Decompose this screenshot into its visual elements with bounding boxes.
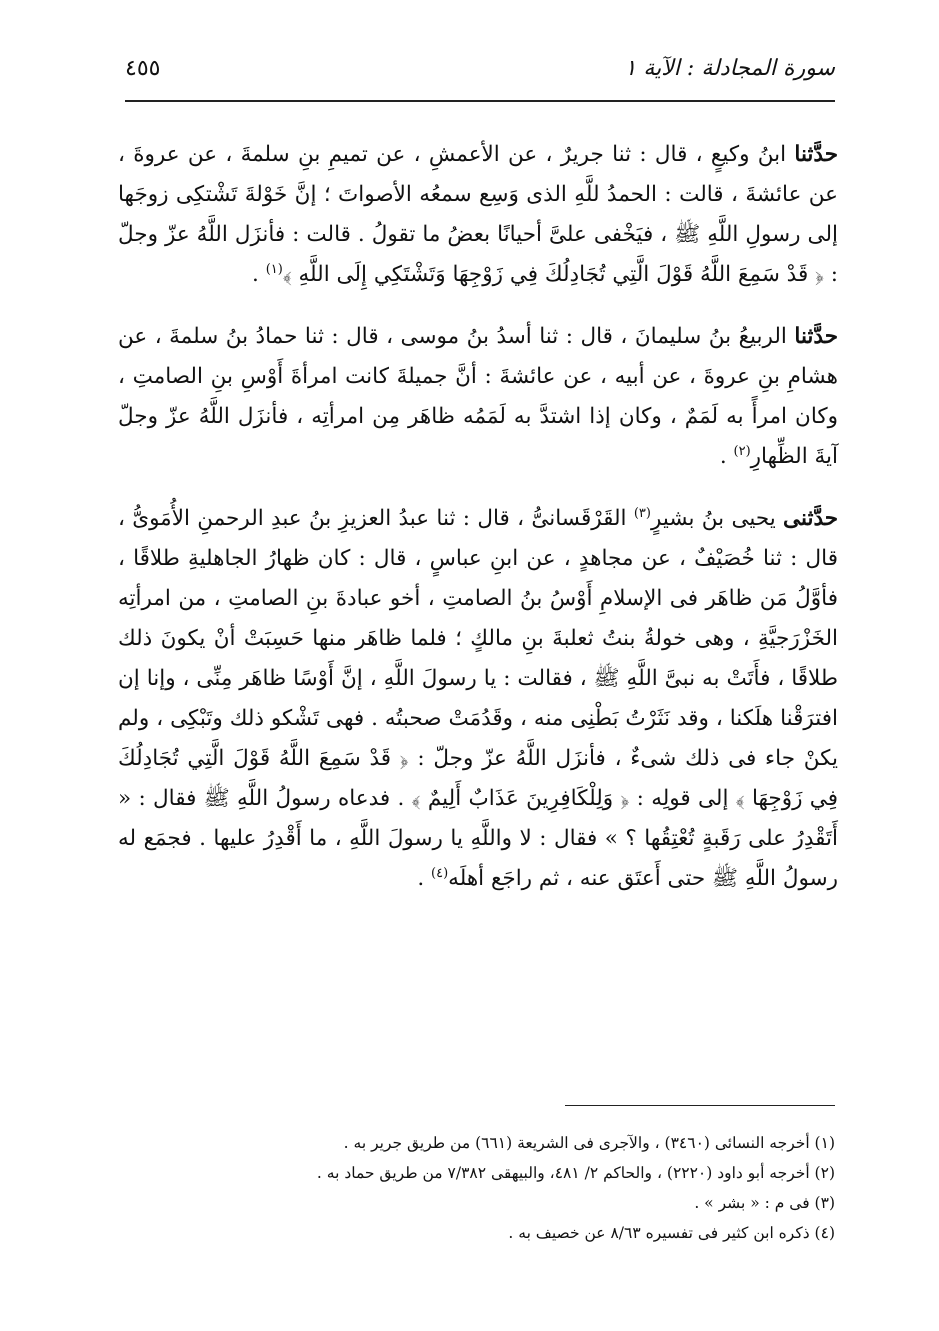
footnote-ref: (٤) bbox=[431, 865, 449, 881]
paragraph-lead: حدَّثنا bbox=[794, 142, 838, 167]
paragraph-text: يحيى بنُ بشيرٍ bbox=[650, 506, 784, 531]
footnote-1: (١) أخرجه النسائى (٣٤٦٠) ، والآجرى فى الشريعة (٦٦١) من طريق جرير به . bbox=[343, 1134, 835, 1152]
paragraph-1 bbox=[118, 135, 838, 295]
paragraph-end: . bbox=[252, 262, 266, 287]
paragraph-3 bbox=[118, 499, 838, 899]
footnote-2: (٢) أخرجه أبو داود (٢٢٢٠) ، والحاكم ٢/ ٤٨١، والبيهقى ٧/٣٨٢ من طريق حماد به . bbox=[316, 1164, 835, 1182]
footnote-divider bbox=[565, 1105, 835, 1106]
footnote-ref: (١) bbox=[265, 261, 283, 277]
footnote-3: (٣) فى م : « بشر » . bbox=[694, 1194, 835, 1212]
footnote-ref: (٣) bbox=[633, 505, 651, 521]
paragraph-2 bbox=[118, 317, 838, 477]
footnotes bbox=[118, 1128, 835, 1248]
paragraph-end: . bbox=[719, 444, 734, 469]
paragraph-text-cont: القَرْقَسانىُّ ، قال : ثنا عبدُ العزيزِ بنُ عبدِ الرحمنِ الأُمَوىُّ ، قال : ثنا خُصَيْفٌ ، عن مجاهدٍ ، عن ابنِ عباسٍ ، قال : كان ظهارُ الجاهليةِ طلاقًا ، فأوَّلُ مَن ظاهَر فى الإسلامِ أَوْسُ بنُ الصامتِ ، أخو عبادةَ بنِ الصامتِ ، من امرأتِه الخَزْرَجيَّةِ ، وهى خولةُ بنتُ ثعلبةَ بنِ مالكٍ ؛ فلما ظاهَر منها حَسِبَتْ أنْ يكونَ ذلك طلاقًا ، فأَتَتْ به نبىَّ اللَّهِ ﷺ ، فقالت : يا رسولَ اللَّهِ ، إنَّ أَوْسًا ظاهَر مِنِّى ، وإنا إن افترَقْنا هلَكنا ، وقد نَثَرْتُ بَطْنِى منه ، وقَدُمَتْ صحبتُه . فهى تَشْكو ذلك وتَبْكِى ، ولم يكنْ جاء فى ذلك شىءٌ ، فأنزَل اللَّهُ عزّ وجلّ : ﴿ قَدْ سَمِعَ اللَّهُ قَوْلَ الَّتِي تُجَادِلُكَ فِي زَوْجِهَا ﴾ إلى قولِه : ﴿ وَلِلْكَافِرِينَ عَذَابٌ أَلِيمٌ ﴾ . فدعاه رسولُ اللَّهِ ﷺ فقال : « أَتَقْدِرُ على رَقَبةٍ تُعْتِقُها ؟ » فقال : لا واللَّهِ يا رسولَ اللَّهِ ، ما أَقْدِرُ عليها . فجمَع له رسولُ اللَّهِ ﷺ حتى أَعتَق عنه ، ثم راجَع أهلَه bbox=[118, 506, 838, 891]
footnote-ref: (٢) bbox=[733, 443, 751, 459]
header-divider bbox=[125, 100, 835, 102]
paragraph-text: ابنُ وكيعٍ ، قال : ثنا جريرٌ ، عن الأعمشِ ، عن تميمِ بنِ سلمةَ ، عن عروةَ ، عن عائشةَ ، قالت : الحمدُ للَّهِ الذى وَسِع سمعُه الأصواتَ ؛ إنَّ خَوْلةَ تَشْتكِى زوجَها إلى رسولِ اللَّهِ ﷺ ، فيَخْفى علىَّ أحيانًا بعضُ ما تقولُ . قالت : فأنزَل اللَّهُ عزّ وجلّ : ﴿ قَدْ سَمِعَ اللَّهُ قَوْلَ الَّتِي تُجَادِلُكَ فِي زَوْجِهَا وَتَشْتَكِي إِلَى اللَّهِ ﴾ bbox=[118, 142, 838, 287]
paragraph-text: الربيعُ بنُ سليمانَ ، قال : ثنا أسدُ بنُ موسى ، قال : ثنا حمادُ بنُ سلمةَ ، عن هشامِ بنِ عروةَ ، عن أبيه ، عن عائشةَ : أنَّ جميلةَ كانت امرأةَ أَوْسِ بنِ الصامتِ ، وكان امرأً به لَمَمٌ ، وكان إذا اشتدَّ به لَمَمُه ظاهَر مِن امرأتِه ، فأنزَل اللَّهُ عزّ وجلّ آيةَ الظِّهارِ bbox=[118, 324, 838, 469]
running-title: سورة المجادلة : الآية ١ bbox=[624, 56, 835, 81]
main-text bbox=[118, 135, 838, 921]
footnote-4: (٤) ذكره ابن كثير فى تفسيره ٨/٦٣ عن خصيف به . bbox=[508, 1224, 835, 1242]
paragraph-end: . bbox=[417, 866, 432, 891]
page-number: ٤٥٥ bbox=[125, 56, 161, 81]
paragraph-lead: حدَّثنى bbox=[783, 506, 839, 531]
page-header bbox=[125, 48, 835, 98]
paragraph-lead: حدَّثنا bbox=[794, 324, 838, 349]
